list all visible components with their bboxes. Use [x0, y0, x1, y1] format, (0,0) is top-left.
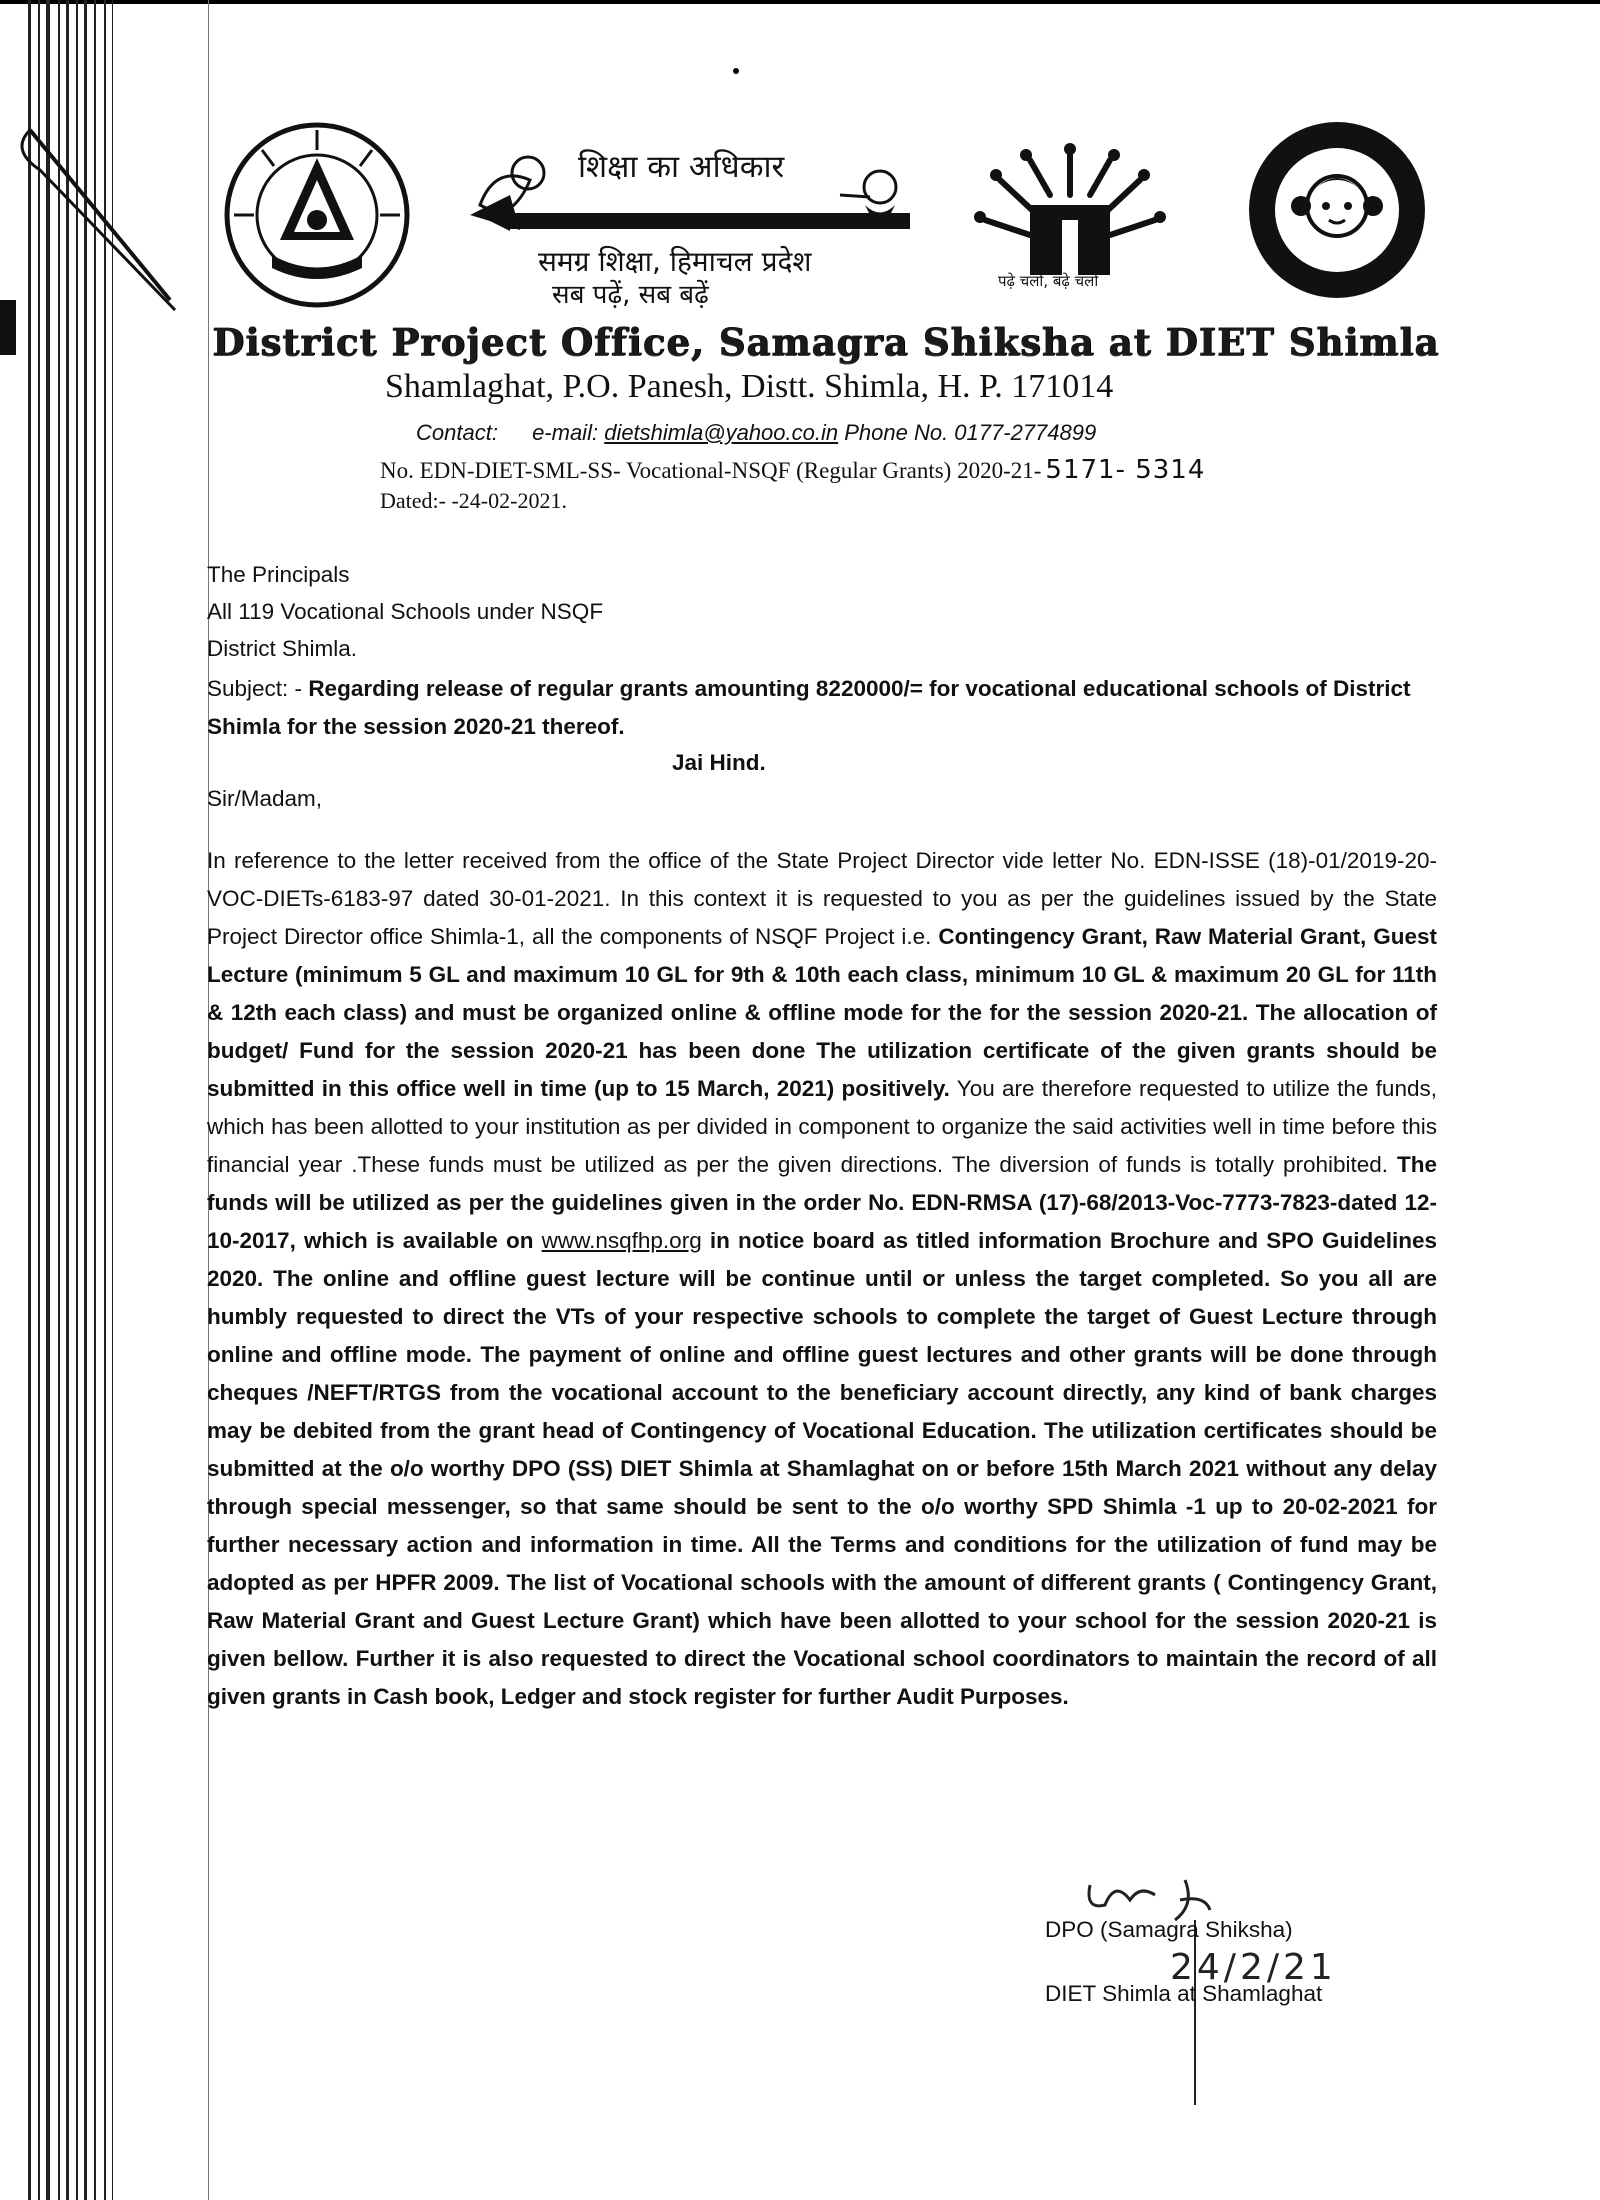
- sir-madam: Sir/Madam,: [207, 786, 323, 811]
- addressee-line: The Principals: [207, 562, 350, 587]
- body-text: You are therefore requested to utilize the funds, which has been allotted to your institution as per divided in component to organize the said activities well in time before this financial year .These funds must be utilized as per the given directions. The diversion of funds is totally prohibited.: [207, 1076, 1437, 1177]
- body-text: In reference to the letter received from the office of the State Project Director vide letter No. EDN-ISSE (18)-01/2019-20-VOC-DIETs-6183-97 dated 30-01-2021. In this context it is requested to you as per the guidelines issued by the State Project Director office Shimla-1, all the components of NSQF Project i.e.: [207, 848, 1437, 949]
- email-label: e-mail:: [532, 420, 599, 445]
- addressee-block: [207, 556, 1437, 667]
- clip-icon: [0, 100, 200, 360]
- nsqf-website-link[interactable]: www.nsqfhp.org: [541, 1228, 702, 1253]
- subject-label: Subject: -: [207, 676, 303, 701]
- contact-label: Contact:: [416, 420, 498, 445]
- phone-number: Phone No. 0177-2774899: [844, 420, 1097, 445]
- ssa-caption: पढ़े चलो, बढ़े चलो: [998, 272, 1099, 290]
- scan-speck: [733, 68, 739, 74]
- diet-seal-icon: [222, 120, 412, 310]
- subject-line: [207, 670, 1437, 746]
- body-text-bold: in notice board as titled information Brochure and SPO Guidelines 2020. The online and offline guest lecture will be continue until or unless the target completed. So you all are humbly requested to direct the VTs of your respective schools to complete the target of Guest Lecture through online and offline mode. The payment of online and offline guest lectures and other grants will be done through cheques /NEFT/RTGS from the vocational account to the beneficiary account directly, any kind of bank charges may be debited from the grant head of Contingency of Vocational Education. The utilization certificates should be submitted at the o/o worthy DPO (SS) DIET Shimla at Shamlaghat on or before 15th March 2021 without any delay through special messenger, so that same should be sent to the o/o worthy SPD Shimla -1 up to 20-02-2021 for further necessary action and information in time. All the Terms and conditions for the utilization of fund may be adopted as per HPFR 2009. The list of Vocational schools with the amount of different grants ( Contingency Grant, Raw Material Grant and Guest Lecture Grant) which have been allotted to your school for the session 2020-21 is given bellow. Further it is also requested to direct the Vocational school coordinators to maintain the record of all given grants in Cash book, Ledger and stock register for further Audit Purposes.: [207, 1228, 1437, 1709]
- addressee-line: All 119 Vocational Schools under NSQF: [207, 599, 604, 624]
- jai-hind: Jai Hind.: [672, 750, 766, 775]
- contact-line: [416, 420, 1096, 446]
- scan-top-border: [0, 0, 1600, 4]
- reference-text: No. EDN-DIET-SML-SS- Vocational-NSQF (Regular Grants) 2020-21-: [380, 458, 1042, 483]
- rte-slogan: शिक्षा का अधिकार: [578, 149, 785, 185]
- binder-edge: [0, 0, 200, 2200]
- sab-padhe-slogan: सब पढ़ें, सब बढ़ें: [552, 280, 709, 310]
- body-text-bold: The funds will be utilized as per the guidelines given in the order No. EDN-RMSA (17)-68/2013-Voc-7773-7823-dated 12-10-2017, which is available on: [207, 1152, 1437, 1253]
- signature-date: 24/2/21: [1170, 1947, 1337, 1988]
- letter-body: [207, 842, 1437, 1716]
- signatory-office: DIET Shimla at Shamlaghat: [1045, 1981, 1323, 2006]
- letter-date: Dated:- -24-02-2021.: [380, 488, 567, 513]
- signatory-designation: DPO (Samagra Shiksha): [1045, 1917, 1293, 1942]
- addressee-line: District Shimla.: [207, 636, 358, 661]
- reference-handwritten: 5171- 5314: [1045, 455, 1206, 485]
- signature-block: [1045, 1875, 1405, 2175]
- subject-text: Regarding release of regular grants amounting 8220000/= for vocational educational schools of District Shimla for the session 2020-21 thereof.: [207, 676, 1411, 739]
- office-address: Shamlaghat, P.O. Panesh, Distt. Shimla, H. P. 171014: [385, 368, 1114, 405]
- office-title: District Project Office, Samagra Shiksha at DIET Shimla: [212, 320, 1440, 364]
- beti-bachao-logo-icon: [1245, 118, 1430, 303]
- samagra-hindi-title: समग्र शिक्षा, हिमाचल प्रदेश: [538, 245, 812, 278]
- email-link[interactable]: dietshimla@yahoo.co.in: [604, 420, 839, 445]
- body-text-bold: Contingency Grant, Raw Material Grant, Guest Lecture (minimum 5 GL and maximum 10 GL for 9th & 10th each class, minimum 10 GL & maximum 20 GL for 11th & 12th each class) and must be organized online & offline mode for the for the session 2020-21. The allocation of budget/ Fund for the session 2020-21 has been done The utilization certificate of the given grants should be submitted in this office well in time (up to 15 March, 2021) positively.: [207, 924, 1437, 1101]
- reference-number: [380, 455, 1205, 485]
